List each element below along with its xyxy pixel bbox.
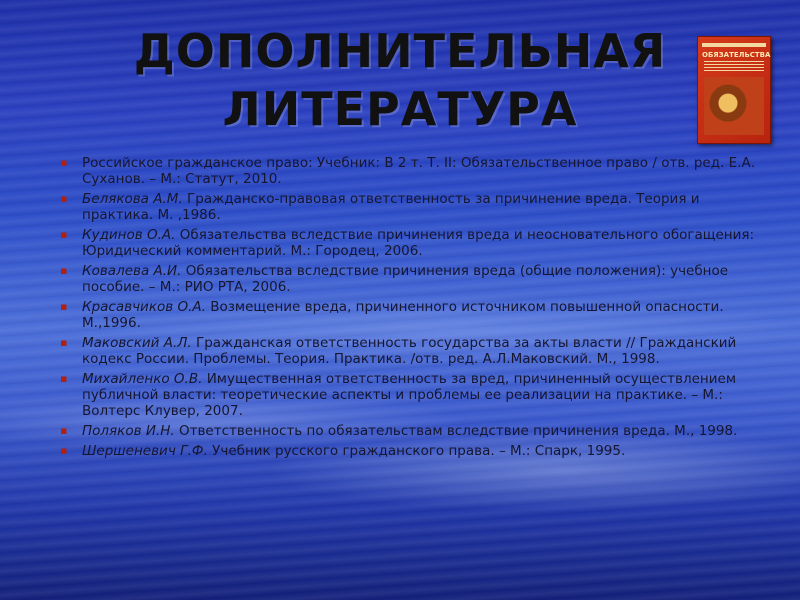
item-author: Кудинов О.А. (82, 227, 176, 243)
item-text: Учебник русского гражданского права. – М.: Спарк, 1995. (207, 443, 626, 459)
list-item (58, 443, 758, 459)
item-text: Гражданско-правовая ответственность за причинение вреда. Теория и практика. М. ,1986. (82, 191, 700, 223)
list-item (58, 263, 758, 295)
bullet-icon: ▪ (60, 444, 68, 457)
bullet-icon: ▪ (60, 228, 68, 241)
bullet-icon: ▪ (60, 264, 68, 277)
item-author: Белякова А.М. (82, 191, 183, 207)
item-text: Гражданская ответственность государства за акты власти // Гражданский кодекс России. Проблемы. Теория. Практика. /отв. ред. А.Л.Маковский. М., 1998. (82, 335, 737, 367)
book-cover-image (697, 36, 771, 144)
item-author: Маковский А.Л. (82, 335, 192, 351)
item-text: Российское гражданское право: Учебник: В 2 т. Т. II: Обязательственное право / отв. ред. Е.А. Суханов. – М.: Статут, 2010. (82, 155, 756, 187)
bullet-icon: ▪ (60, 372, 68, 385)
list-item (58, 423, 758, 439)
book-cover-illustration (704, 77, 764, 135)
item-text: Возмещение вреда, причиненного источником повышенной опасности. М.,1996. (82, 299, 724, 331)
list-item (58, 227, 758, 259)
item-author: Ковалева А.И. (82, 263, 182, 279)
item-author: Шершеневич Г.Ф. (82, 443, 208, 459)
list-item (58, 371, 758, 419)
item-text: Обязательства вследствие причинения вреда (общие положения): учебное пособие. – М.: РИО РТА, 2006. (82, 263, 729, 295)
slide-title (60, 22, 740, 138)
item-text: Обязательства вследствие причинения вреда и неосновательного обогащения: Юридический комментарий. М.: Городец, 2006. (82, 227, 755, 259)
bullet-icon: ▪ (60, 424, 68, 437)
item-text: Ответственность по обязательствам вследствие причинения вреда. М., 1998. (174, 423, 738, 439)
literature-list (58, 155, 758, 463)
bullet-icon: ▪ (60, 336, 68, 349)
book-cover-title: ОБЯЗАТЕЛЬСТВА (702, 51, 771, 59)
list-item (58, 155, 758, 187)
bullet-icon: ▪ (60, 192, 68, 205)
item-author: Михайленко О.В. (82, 371, 203, 387)
list-item (58, 335, 758, 367)
item-author: Поляков И.Н. (82, 423, 175, 439)
book-subtitle-lines (704, 61, 764, 71)
title-line-2: ЛИТЕРАТУРА (222, 82, 578, 136)
book-author-strip (702, 43, 766, 47)
list-item (58, 191, 758, 223)
item-author: Красавчиков О.А. (82, 299, 206, 315)
list-item (58, 299, 758, 331)
bullet-icon: ▪ (60, 300, 68, 313)
bullet-icon: ▪ (60, 156, 68, 169)
item-text: Имущественная ответственность за вред, причиненный осуществлением публичной власти: теоретические аспекты и проблемы ее реализации на практике. – М.: Волтерс Клувер, 2007. (82, 371, 736, 419)
title-line-1: ДОПОЛНИТЕЛЬНАЯ (133, 24, 667, 78)
